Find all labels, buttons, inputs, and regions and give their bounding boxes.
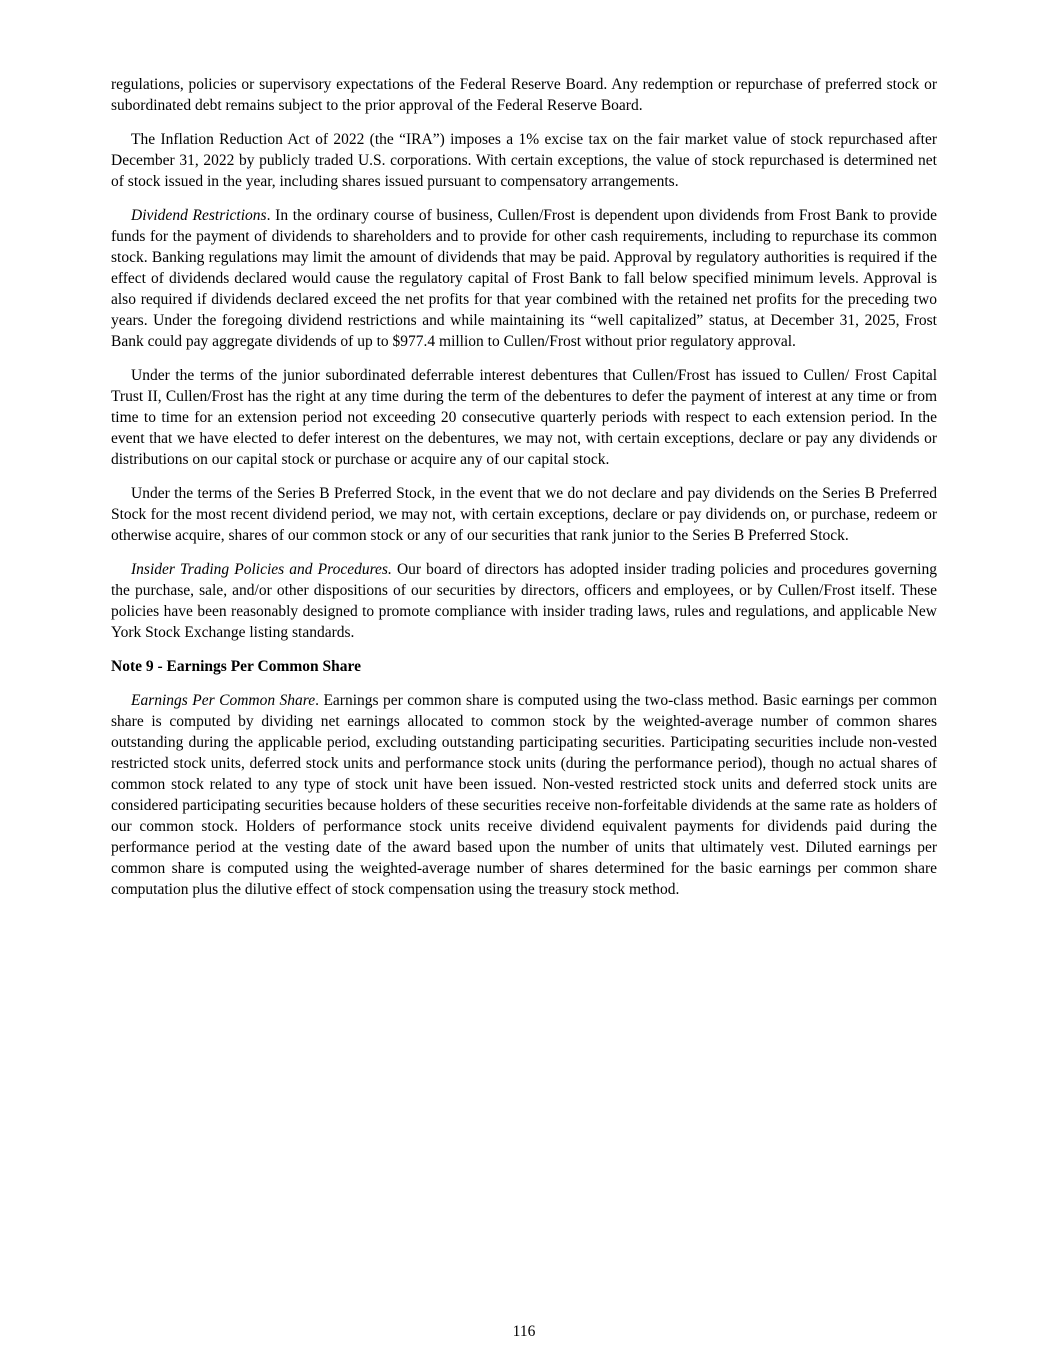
insider-trading-lead: Insider Trading Policies and Procedures. (131, 561, 392, 578)
paragraph-series-b-preferred: Under the terms of the Series B Preferred Stock, in the event that we do not declare and pay dividends on the Series B Preferred Stock for the most recent dividend period, we may not, with certain exceptions, declare or pay dividends on, or purchase, redeem or otherwise acquire, shares of our common stock or any of our securities that rank junior to the Series B Preferred Stock. (111, 485, 937, 544)
paragraph-junior-subordinated-debentures: Under the terms of the junior subordinated deferrable interest debentures that Cullen/Frost has issued to Cullen/ Frost Capital Trust II, Cullen/Frost has the right at any time during the term of the debentures to defer the payment of interest at any time or from time to time for an extension period not exceeding 20 consecutive quarterly periods with respect to each extension period. In the event that we have elected to defer interest on the debentures, we may not, with certain exceptions, declare or pay any dividends or distributions on our capital stock or purchase or acquire any of our capital stock. (111, 367, 937, 468)
dividend-restrictions-body: . In the ordinary course of business, Cullen/Frost is dependent upon dividends from Frost Bank to provide funds for the payment of dividends to shareholders and to provide for other cash requirements, including to repurchase its common stock. Banking regulations may limit the amount of dividends that may be paid. Approval by regulatory authorities is required if the effect of dividends declared would cause the regulatory capital of Frost Bank to fall below specified minimum levels. Approval is also required if dividends declared exceed the net profits for that year combined with the retained net profits for the preceding two years. Under the foregoing dividend restrictions and while maintaining its “well capitalized” status, at December 31, 2025, Frost Bank could pay aggregate dividends of up to $977.4 million to Cullen/Frost without prior regulatory approval. (111, 207, 937, 350)
paragraph-earnings-per-share (111, 690, 937, 900)
page-number: 116 (512, 1323, 536, 1340)
document-page (111, 74, 937, 913)
paragraph-dividend-restrictions (111, 205, 937, 352)
earnings-per-share-body: . Earnings per common share is computed using the two-class method. Basic earnings per common share is computed by dividing net earnings allocated to common stock by the weighted-average number of common shares outstanding during the applicable period, excluding outstanding participating securities. Participating securities include non-vested restricted stock units, deferred stock units and performance stock units (during the performance period), though no actual shares of common stock related to any type of stock unit have been issued. Non-vested restricted stock units and deferred stock units are considered participating securities because holders of these securities receive non-forfeitable dividends at the same rate as holders of our common stock. Holders of performance stock units receive dividend equivalent payments for dividends paid during the performance period at the vesting date of the award based upon the number of units that ultimately vest. Diluted earnings per common share is computed using the weighted-average number of shares determined for the basic earnings per common share computation plus the dilutive effect of stock compensation using the treasury stock method. (111, 692, 938, 898)
paragraph-regulations-continued: regulations, policies or supervisory expectations of the Federal Reserve Board. Any redemption or repurchase of preferred stock or subordinated debt remains subject to the prior approval of the Federal Reserve Board. (111, 76, 937, 114)
paragraph-insider-trading (111, 559, 937, 643)
dividend-restrictions-lead: Dividend Restrictions (131, 207, 267, 224)
insider-trading-body: Our board of directors has adopted insider trading policies and procedures governing the purchase, sale, and/or other dispositions of our securities by directors, officers and employees, or by Cullen/Frost itself. These policies have been reasonably designed to promote compliance with insider trading laws, rules and regulations, and applicable New York Stock Exchange listing standards. (111, 561, 937, 641)
earnings-per-share-lead: Earnings Per Common Share (131, 692, 316, 709)
note-9-heading: Note 9 - Earnings Per Common Share (111, 658, 361, 675)
paragraph-inflation-reduction-act: The Inflation Reduction Act of 2022 (the “IRA”) imposes a 1% excise tax on the fair market value of stock repurchased after December 31, 2022 by publicly traded U.S. corporations. With certain exceptions, the value of stock repurchased is determined net of stock issued in the year, including shares issued pursuant to compensatory arrangements. (111, 131, 937, 190)
